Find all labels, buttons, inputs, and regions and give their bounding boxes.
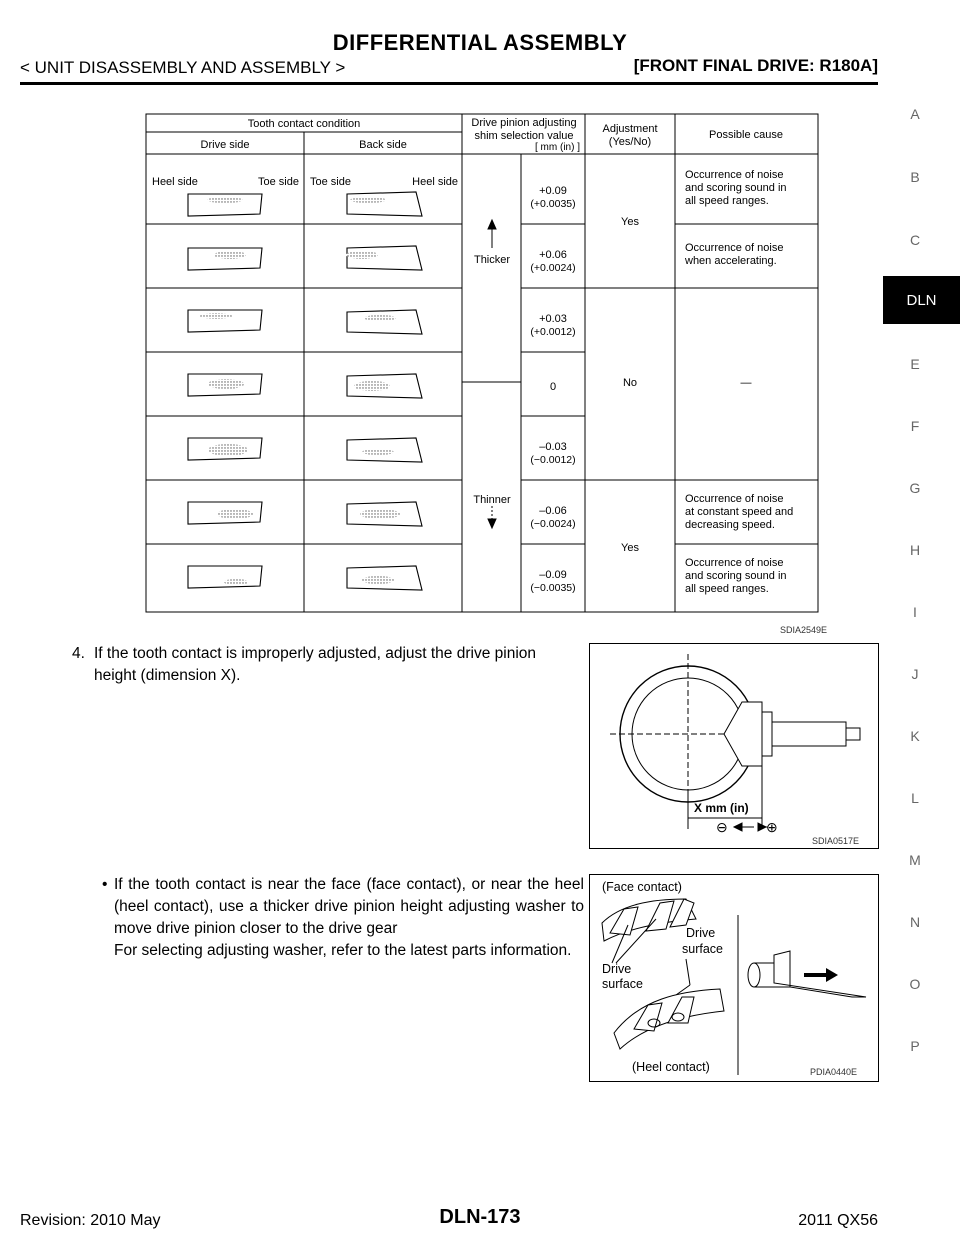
header-shim-unit: [ mm (in) ] (535, 142, 580, 153)
header-rule (20, 82, 878, 85)
shim-value-in: (−0.0035) (530, 582, 576, 594)
arrow-left-icon (734, 823, 742, 831)
label-toe-side-drive: Toe side (258, 176, 299, 188)
label-drive-surface: surface (682, 942, 723, 956)
adjustment-no: No (622, 377, 638, 389)
footer-model: 2011 QX56 (798, 1212, 878, 1229)
cause-line: Occurrence of noise (685, 169, 784, 181)
step-text-line1: If the tooth contact is improperly adjusted, adjust the drive pinion (94, 645, 536, 662)
header-shim-line1: Drive pinion adjusting (471, 117, 577, 129)
sidebar-item-e[interactable]: E (910, 356, 920, 372)
shim-value-mm: –0.03 (539, 441, 567, 453)
contact-figure (589, 874, 879, 1082)
shim-value-mm: 0 (549, 381, 557, 393)
cause-line: and scoring sound in (685, 570, 787, 582)
label-thinner: Thinner (473, 494, 511, 506)
cause-line: Occurrence of noise (685, 242, 784, 254)
adjustment-yes: Yes (621, 216, 639, 228)
step-text-line2: height (dimension X). (94, 667, 241, 684)
tooth-contact-table (140, 108, 828, 635)
pinion-height-figure (589, 643, 879, 849)
shim-value-mm: –0.09 (539, 569, 567, 581)
shim-value-mm: +0.09 (539, 185, 567, 197)
sidebar-item-k[interactable]: K (910, 728, 920, 744)
cause-line: decreasing speed. (685, 519, 775, 531)
plus-symbol: ⊕ (766, 819, 778, 835)
cause-line: all speed ranges. (685, 195, 769, 207)
cause-line: when accelerating. (685, 255, 777, 267)
cause-line: at constant speed and (685, 506, 794, 518)
step-number: 4. (72, 645, 85, 662)
sidebar-item-f[interactable]: F (910, 418, 920, 434)
shim-value-mm: +0.03 (539, 313, 567, 325)
shim-value-in: (+0.0035) (530, 198, 576, 210)
dimension-label: X mm (in) (694, 801, 749, 815)
step-4 (72, 643, 584, 687)
arrow-right-icon (804, 968, 838, 982)
sidebar-item-l[interactable]: L (911, 790, 919, 806)
figure-code: PDIA0440E (810, 1067, 858, 1077)
cause-none: — (740, 377, 752, 389)
shim-value-mm: –0.06 (539, 505, 567, 517)
sidebar-item-n[interactable]: N (909, 914, 921, 930)
sidebar-item-p[interactable]: P (910, 1038, 920, 1054)
sidebar-tab-dln[interactable]: DLN (883, 276, 960, 324)
breadcrumb: < UNIT DISASSEMBLY AND ASSEMBLY > (20, 58, 346, 77)
label-heel-side-drive: Heel side (152, 176, 198, 188)
bullet-text-1: If the tooth contact is near the face (face contact), or near the heel (heel contact), use a thicker drive pinion height adjusting washer to move drive pinion closer to the drive gear (114, 876, 584, 937)
shim-value-in: (+0.0024) (530, 262, 576, 274)
label-thicker: Thicker (473, 254, 511, 266)
contact-pattern (350, 197, 386, 203)
label-toe-side-back: Toe side (310, 176, 351, 188)
bullet-icon: • (102, 876, 108, 893)
shim-value-in: (−0.0012) (530, 454, 576, 466)
label-drive-surface: surface (602, 977, 643, 991)
header-shim-line2: shim selection value (474, 130, 574, 142)
adjustment-yes: Yes (621, 542, 639, 554)
header-tooth-contact: Tooth contact condition (247, 118, 361, 130)
header-adjustment-line1: Adjustment (602, 123, 658, 135)
label-drive-surface: Drive (686, 926, 716, 940)
header-back-side: Back side (359, 139, 407, 151)
figure-code: SDIA0517E (812, 836, 860, 846)
cause-line: Occurrence of noise (685, 557, 784, 569)
figure-code: SDIA2549E (780, 625, 828, 635)
bullet-text-2: For selecting adjusting washer, refer to the latest parts information. (114, 942, 572, 959)
sidebar-item-m[interactable]: M (909, 852, 921, 868)
section-label: [FRONT FINAL DRIVE: R180A] (633, 56, 878, 75)
cause-line: all speed ranges. (685, 583, 769, 595)
label-heel-side-back: Heel side (412, 176, 458, 188)
header-possible-cause: Possible cause (709, 129, 783, 141)
header-adjustment-line2: (Yes/No) (608, 136, 652, 148)
sidebar-item-o[interactable]: O (909, 976, 921, 992)
contact-pattern (207, 197, 243, 203)
shim-value-mm: +0.06 (539, 249, 567, 261)
cause-line: and scoring sound in (685, 182, 787, 194)
bullet-item (102, 874, 584, 962)
sidebar-item-g[interactable]: G (909, 480, 921, 496)
sidebar-item-j[interactable]: J (911, 666, 919, 682)
footer-revision: Revision: 2010 May (20, 1212, 161, 1229)
page-title: DIFFERENTIAL ASSEMBLY (332, 30, 628, 55)
header-drive-side: Drive side (200, 139, 250, 151)
sidebar-item-a[interactable]: A (910, 106, 920, 122)
label-face-contact: (Face contact) (602, 880, 682, 894)
label-drive-surface: Drive (602, 962, 632, 976)
sidebar-item-h[interactable]: H (909, 542, 921, 558)
cause-line: Occurrence of noise (685, 493, 784, 505)
sidebar-item-b[interactable]: B (910, 169, 920, 185)
sidebar-item-i[interactable]: I (913, 604, 917, 620)
sidebar-item-c[interactable]: C (909, 232, 921, 248)
footer-page-number: DLN-173 (439, 1206, 521, 1228)
minus-symbol: ⊖ (716, 819, 728, 835)
shim-value-in: (−0.0024) (530, 518, 576, 530)
shim-value-in: (+0.0012) (530, 326, 576, 338)
label-heel-contact: (Heel contact) (632, 1060, 710, 1074)
